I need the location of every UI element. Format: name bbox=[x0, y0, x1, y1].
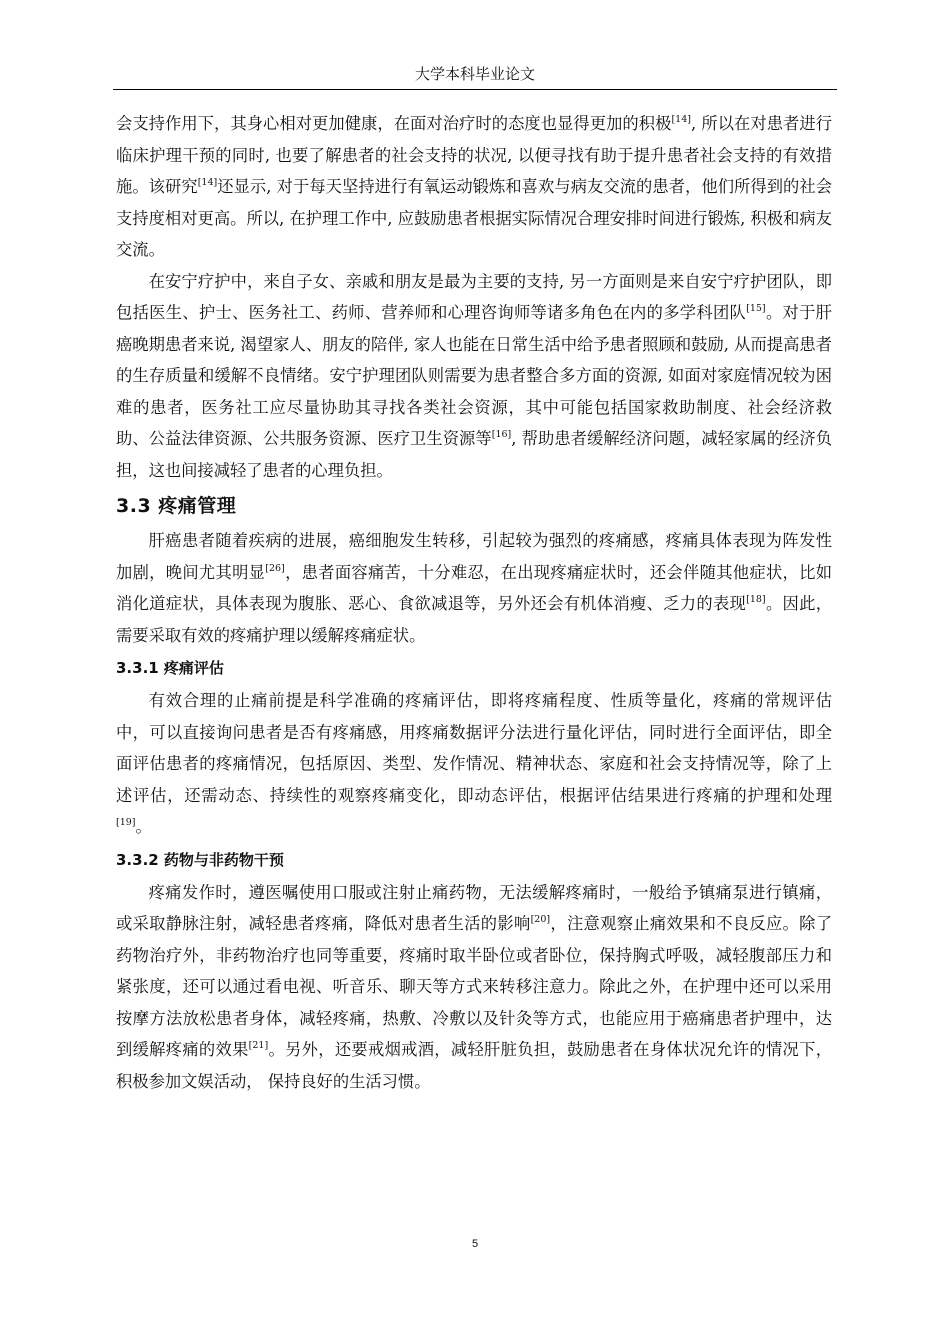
citation: [26] bbox=[265, 562, 285, 574]
citation: [15] bbox=[746, 303, 766, 314]
paragraph-pain-symptoms: 肝癌患者随着疾病的进展，癌细胞发生转移，引起较为强烈的疼痛感，疼痛具体表现为阵发性加剧，晚间尤其明显[26]，患者面容痛苦，十分难忍，在出现疼痛症状时，还会伴随其他症状，比如消化道症状，具体表现为腹胀、恶心、食欲减退等，另外还会有机体消瘦、乏力的表现[18]。因此，需要采取有效的疼痛护理以缓解疼痛症状。 bbox=[116, 531, 832, 645]
page-number: 5 bbox=[471, 1238, 479, 1250]
citation: [18] bbox=[746, 594, 766, 605]
section-heading-pain-management: 3.3 疼痛管理 bbox=[116, 495, 237, 517]
paragraph-pain-assessment: 有效合理的止痛前提是科学准确的疼痛评估，即将疼痛程度、性质等量化，疼痛的常规评估中，可以直接询问患者是否有疼痛感，用疼痛数据评分法进行量化评估，同时进行全面评估，即全面评估患者的疼痛情况，包括原因、类型、发作情况、精神状态、家庭和社会支持情况等，除了上述评估，还需动态、持续性的观察疼痛变化，即动态评估，根据评估结果进行疼痛的护理和处理[19]。 bbox=[116, 691, 832, 836]
citation: [14] bbox=[671, 114, 691, 125]
paragraph-social-support: 会支持作用下，其身心相对更加健康，在面对治疗时的态度也显得更加的积极[14], 所以在对患者进行临床护理干预的同时, 也要了解患者的社会支持的状况, 以便寻找有助于提升患者社会支持的有效措施。该研究[14]还显示, 对于每天坚持进行有氧运动锻炼和喜欢与病友交流的患者，他们所得到的社会支持度相对更高。所以, 在护理工作中, 应鼓励患者根据实际情况合理安排时间进行锻炼, 积极和病友交流。 bbox=[116, 114, 832, 259]
page-body bbox=[116, 108, 832, 1097]
paragraph-hospice-team: 在安宁疗护中，来自子女、亲戚和朋友是最为主要的支持, 另一方面则是来自安宁疗护团队，即包括医生、护士、医务社工、药师、营养师和心理咨询师等诸多角色在内的多学科团队[15]。对于肝癌晚期患者来说, 渴望家人、朋友的陪伴, 家人也能在日常生活中给予患者照顾和鼓励, 从而提高患者的生存质量和缓解不良情绪。安宁护理团队则需要为患者整合多方面的资源, 如面对家庭情况较为困难的患者，医务社工应尽量协助其寻找各类社会资源，其中可能包括国家救助制度、社会经济救助、公益法律资源、公共服务资源、医疗卫生资源等[16], 帮助患者缓解经济问题，减轻家属的经济负担，这也间接减轻了患者的心理负担。 bbox=[116, 271, 832, 480]
citation: [14] bbox=[197, 177, 218, 188]
citation: [21] bbox=[248, 1040, 269, 1051]
citation: [20] bbox=[530, 914, 551, 925]
subsection-heading-pain-assessment: 3.3.1 疼痛评估 bbox=[116, 659, 224, 677]
citation: [19] bbox=[116, 817, 136, 828]
paragraph-interventions: 疼痛发作时，遵医嘱使用口服或注射止痛药物，无法缓解疼痛时，一般给予镇痛泵进行镇痛，或采取静脉注射，减轻患者疼痛，降低对患者生活的影响[20]，注意观察止痛效果和不良反应。除了药物治疗外，非药物治疗也同等重要，疼痛时取半卧位或者卧位，保持胸式呼吸，减轻腹部压力和紧张度，还可以通过看电视、听音乐、聊天等方式来转移注意力。除此之外，在护理中还可以采用按摩方法放松患者身体，减轻疼痛，热敷、冷敷以及针灸等方式，也能应用于癌痛患者护理中，达到缓解疼痛的效果[21]。另外，还要戒烟戒酒，减轻肝脏负担，鼓励患者在身体状况允许的情况下，积极参加文娱活动， 保持良好的生活习惯。 bbox=[116, 882, 832, 1091]
citation: [16] bbox=[491, 429, 512, 440]
header-title: 大学本科毕业论文 bbox=[414, 65, 535, 83]
subsection-heading-interventions: 3.3.2 药物与非药物干预 bbox=[116, 850, 284, 869]
header-rule bbox=[113, 89, 837, 90]
